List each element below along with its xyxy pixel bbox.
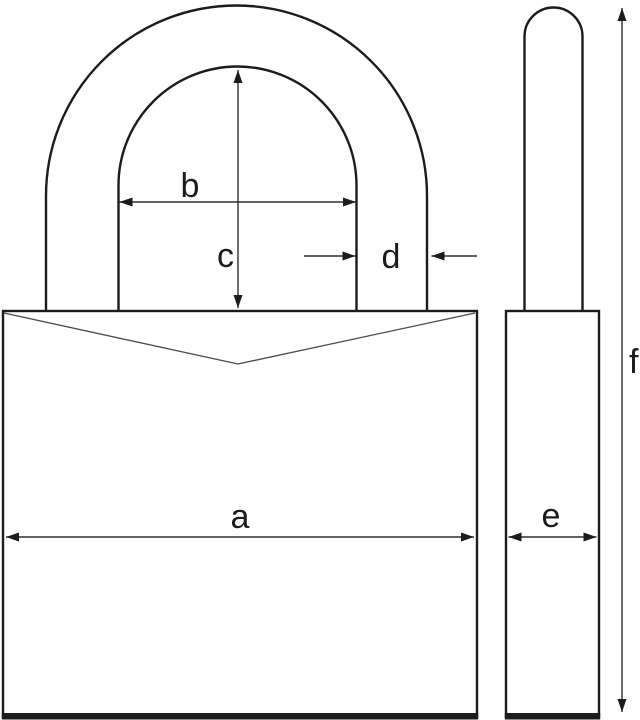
side-body-bottom-edge [505,713,600,720]
padlock-side-view [505,8,600,720]
dim-d-label: d [381,238,401,276]
dim-b-label: b [180,167,200,205]
dim-f-label: f [629,343,639,381]
dim-e-label: e [541,497,561,535]
side-shackle-outline [525,8,583,313]
dim-c-label: c [217,237,234,275]
front-shackle-outer-outline [46,6,427,313]
padlock-front-view [2,6,478,720]
front-body-bottom-edge [2,713,478,720]
dim-a-label: a [230,498,250,536]
